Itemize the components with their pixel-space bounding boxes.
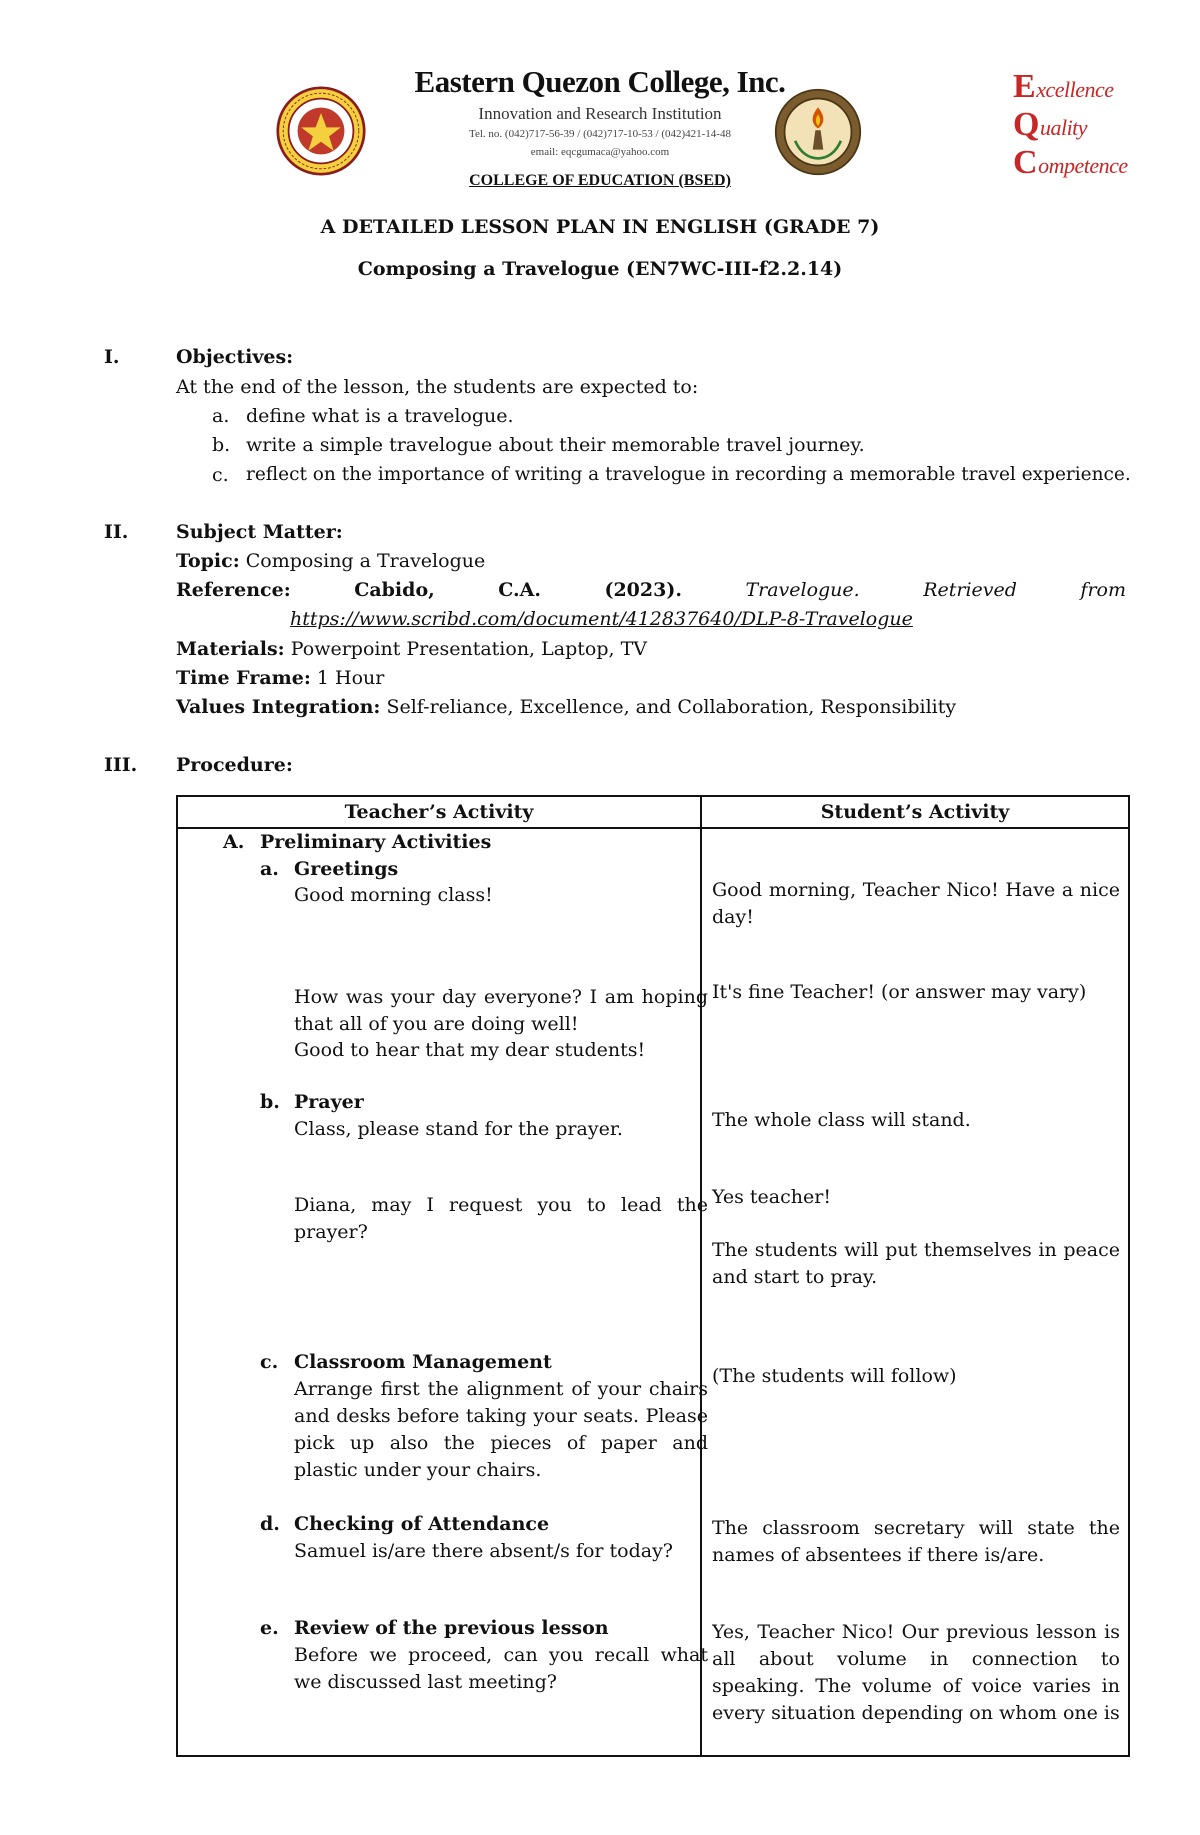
time-frame-line [176,665,384,691]
motto-quality: Quality [1013,106,1088,143]
teacher-line: Class, please stand for the prayer. [294,1118,623,1140]
materials-value: Powerpoint Presentation, Laptop, TV [290,638,647,660]
reference-year: (2023). [604,579,682,601]
review-title: Review of the previous lesson [294,1617,609,1639]
materials-label: Materials: [176,638,285,660]
student-line: Yes, Teacher Nico! Our previous lesson is all about volume in connection to speaking. The volume of voice varies in every situation depending on whom one is [712,1621,1120,1724]
topic-value: Composing a Travelogue [245,550,486,572]
greetings-marker: a. [260,858,279,880]
teacher-line: Arrange first the alignment of your chairs and desks before taking your seats. Please pick up also the pieces of paper and plastic under your chairs. [294,1378,708,1481]
education-seal-icon [774,88,862,176]
student-line: The students will put themselves in peace and start to pray. [712,1239,1120,1288]
values-line [176,694,956,720]
school-telephone: Tel. no. (042)717-56-39 / (042)717-10-53 / (042)421-14-48 [469,128,731,140]
objective-item: reflect on the importance of writing a travelogue in recording a memorable travel experience. [246,464,1131,485]
reference-line [176,577,1126,603]
time-frame-label: Time Frame: [176,667,311,689]
procedure-table [176,795,1130,1757]
procedure-numeral: III. [104,754,138,776]
document-subtitle: Composing a Travelogue (EN7WC-III-f2.2.14) [357,258,843,280]
section-title: Preliminary Activities [260,831,492,853]
attendance-title: Checking of Attendance [294,1513,550,1535]
management-marker: c. [260,1351,279,1373]
teacher-line: How was your day everyone? I am hoping that all of you are doing well! [294,986,708,1035]
subject-matter-numeral: II. [104,521,129,543]
teacher-line: Good to hear that my dear students! [294,1039,646,1061]
topic-line [176,548,485,574]
student-line: Good morning, Teacher Nico! Have a nice day! [712,879,1120,928]
student-line: The classroom secretary will state the names of absentees if there is/are. [712,1517,1120,1566]
time-frame-value: 1 Hour [316,667,385,689]
objectives-intro: At the end of the lesson, the students are expected to: [176,376,699,398]
teacher-activity-header: Teacher’s Activity [344,801,534,823]
teacher-line: Diana, may I request you to lead the prayer? [294,1194,708,1243]
school-name: Eastern Quezon College, Inc. [414,64,786,99]
motto-competence: Competence [1013,144,1128,181]
objectives-heading: Objectives: [176,346,294,368]
procedure-heading: Procedure: [176,754,293,776]
objective-item: define what is a travelogue. [246,405,514,427]
school-email: email: eqcgumaca@yahoo.com [530,146,670,158]
reference-initials: C.A. [498,579,541,601]
objective-item: write a simple travelogue about their memorable travel journey. [246,434,865,456]
teacher-line: Before we proceed, can you recall what we discussed last meeting? [294,1644,708,1693]
objectives-numeral: I. [104,346,120,368]
reference-retrieved: Retrieved [923,579,1017,601]
prayer-marker: b. [260,1091,280,1113]
student-line: It's fine Teacher! (or answer may vary) [712,981,1087,1003]
student-activity-header: Student’s Activity [820,801,1010,823]
college-seal-icon [276,86,366,176]
student-line: Yes teacher! [712,1186,831,1208]
college-name: COLLEGE OF EDUCATION (BSED) [469,172,731,189]
materials-line [176,636,647,662]
objective-marker: a. [212,405,230,427]
subject-matter-heading: Subject Matter: [176,521,343,543]
values-label: Values Integration: [176,696,381,718]
student-line: The whole class will stand. [712,1109,971,1131]
topic-label: Topic: [176,550,240,572]
document-title: A DETAILED LESSON PLAN IN ENGLISH (GRADE 7) [320,216,880,238]
motto-excellence: Excellence [1013,68,1114,105]
objective-marker: c. [212,464,229,486]
teacher-line: Good morning class! [294,884,493,906]
reference-title: Travelogue. [745,579,860,601]
section-marker: A. [223,831,245,853]
attendance-marker: d. [260,1513,280,1535]
objective-marker: b. [212,434,231,456]
greetings-title: Greetings [294,858,399,880]
teacher-line: Samuel is/are there absent/s for today? [294,1540,673,1562]
reference-from: from [1080,579,1126,601]
reference-link[interactable]: https://www.scribd.com/document/412837640/DLP-8-Travelogue [290,608,913,630]
reference-author: Cabido, [354,579,435,601]
review-marker: e. [260,1617,279,1639]
values-value: Self-reliance, Excellence, and Collaboration, Responsibility [386,696,957,718]
school-subtitle: Innovation and Research Institution [478,104,722,123]
reference-label: Reference: [176,579,291,601]
prayer-title: Prayer [294,1091,364,1113]
table-column-divider [700,797,702,1755]
management-title: Classroom Management [294,1351,552,1373]
student-line: (The students will follow) [712,1365,957,1387]
